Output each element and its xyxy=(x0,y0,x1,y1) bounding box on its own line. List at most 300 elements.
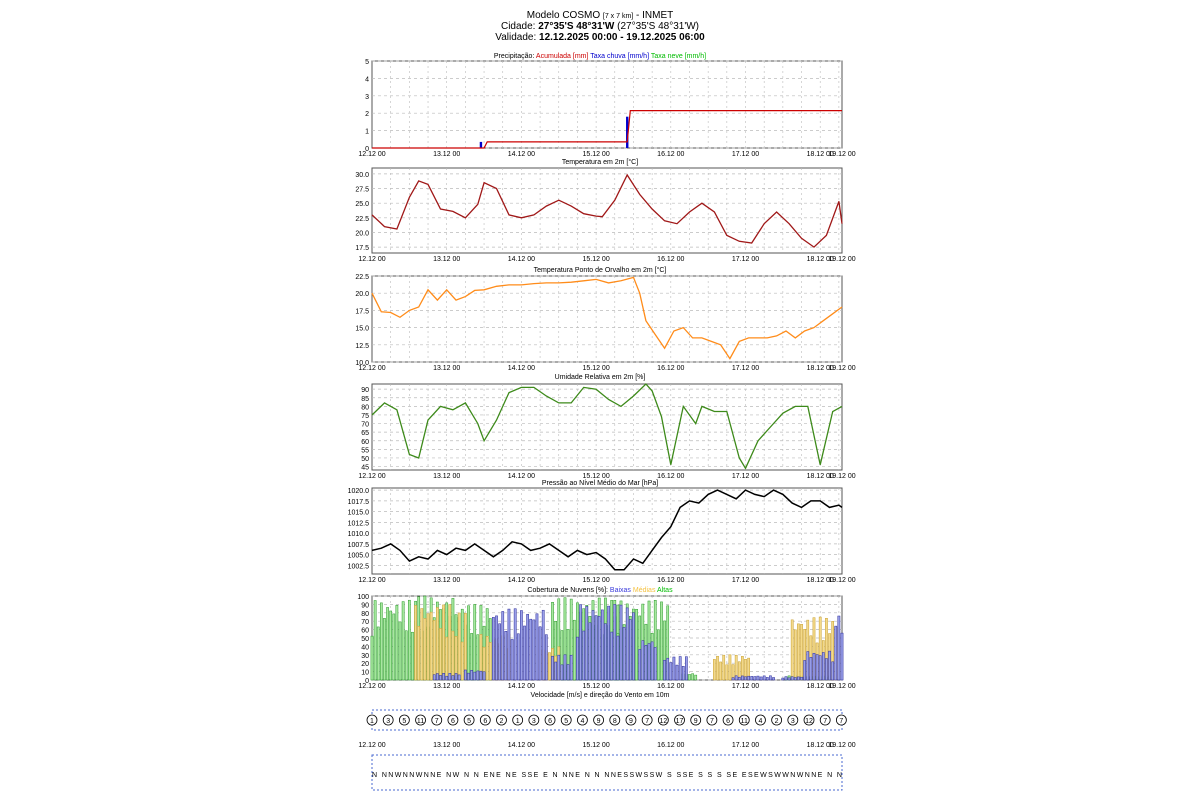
cloud-bar-high xyxy=(408,600,410,680)
cloud-bar-low xyxy=(483,672,485,680)
x-tick-label: 13.12 00 xyxy=(433,256,461,263)
y-tick-label: 17.5 xyxy=(355,245,369,253)
cloud-bar-mid xyxy=(439,628,441,680)
cloud-bar-low xyxy=(595,616,597,680)
wind-speed-label: 7 xyxy=(709,718,714,725)
x-tick-label: 17.12 00 xyxy=(731,151,760,158)
cloud-bar-mid xyxy=(723,655,725,680)
x-tick-label: 17.12 00 xyxy=(731,683,760,690)
cloud-bar-low xyxy=(542,610,544,680)
cloud-bar-low xyxy=(832,662,834,680)
x-tick-label: 18.12 00 xyxy=(806,473,834,480)
x-tick-label: 12.12 00 xyxy=(358,683,386,690)
temperature-title: Temperatura em 2m [°C] xyxy=(561,159,639,166)
cloud-bar-low xyxy=(464,670,466,680)
x-tick-label: 13.12 00 xyxy=(433,365,461,372)
cloud-bar-low xyxy=(539,627,541,680)
y-tick-label: 5 xyxy=(365,59,369,66)
cloud-bar-low xyxy=(607,606,609,680)
cloud-bar-low xyxy=(436,674,438,680)
cloud-bar-low xyxy=(523,626,525,680)
cloud-bar-mid xyxy=(421,609,423,680)
cloud-bar-high xyxy=(393,614,395,680)
x-tick-label: 17.12 00 xyxy=(731,365,760,372)
y-tick-label: 60 xyxy=(361,627,369,635)
wind-x-tick-label: 19.12 00 xyxy=(828,742,856,749)
cloud-bar-low xyxy=(682,666,684,680)
cloud-bar-low xyxy=(471,670,473,680)
model-resolution: [7 x 7 km] xyxy=(602,13,634,20)
cloud-bar-high xyxy=(377,627,379,680)
y-tick-label: 1 xyxy=(365,128,369,136)
wind-speed-label: 9 xyxy=(596,718,601,725)
cloud-bar-low xyxy=(446,676,448,680)
cloud-bar-high xyxy=(691,674,693,680)
dewpoint-title: Temperatura Ponto de Orvalho em 2m [°C] xyxy=(533,267,667,274)
cloud-bar-high xyxy=(405,631,407,680)
precip-title-part: Taxa neve [mm/h] xyxy=(649,53,707,60)
cloud-bar-mid xyxy=(446,637,448,680)
wind-x-tick-label: 13.12 00 xyxy=(433,742,461,749)
cloud-bar-low xyxy=(601,610,603,680)
cloud-bar-low xyxy=(530,619,532,680)
cloud-bar-low xyxy=(583,631,585,680)
wind-speed-label: 6 xyxy=(726,718,731,725)
cloud-bar-high xyxy=(374,600,376,680)
cloud-bar-low xyxy=(626,608,628,680)
cloud-bar-low xyxy=(458,675,460,680)
y-tick-label: 55 xyxy=(361,447,369,455)
wind-speed-label: 3 xyxy=(790,718,795,725)
precip-title-part: Precipitação: xyxy=(493,53,536,60)
wind-speed-label: 5 xyxy=(564,718,569,725)
wind-speed-label: 11 xyxy=(740,718,748,725)
cloud-bar-low xyxy=(645,645,647,680)
cloud-bar-high xyxy=(390,611,392,680)
x-tick-label: 16.12 00 xyxy=(657,473,685,480)
model-source: - INMET xyxy=(636,10,674,21)
model-name: Modelo COSMO xyxy=(526,10,601,21)
cloud-bar-low xyxy=(620,605,622,680)
x-tick-label: 19.12 00 xyxy=(828,151,856,158)
x-tick-label: 15.12 00 xyxy=(582,473,610,480)
wind-speed-label: 2 xyxy=(774,718,779,725)
cloud-bar-mid xyxy=(548,653,550,680)
wind-speed-label: 7 xyxy=(434,718,439,725)
cloud-bar-low xyxy=(499,624,501,680)
cloud-bar-low xyxy=(604,624,606,680)
x-tick-label: 18.12 00 xyxy=(806,365,834,372)
cloud-bar-low xyxy=(449,673,451,680)
cloud-bar-low xyxy=(551,656,553,680)
cloud-bar-high xyxy=(688,674,690,680)
x-tick-label: 16.12 00 xyxy=(657,683,685,690)
x-tick-label: 19.12 00 xyxy=(828,683,856,690)
cloud-bar-low xyxy=(807,652,809,680)
y-tick-label: 17.5 xyxy=(355,308,369,316)
cloud-bar-mid xyxy=(427,614,429,680)
y-tick-label: 1015.0 xyxy=(347,509,369,517)
cloud-bar-low xyxy=(670,662,672,680)
cloud-bar-mid xyxy=(791,620,793,680)
y-tick-label: 2 xyxy=(365,111,369,119)
cloud-bar-low xyxy=(754,677,756,680)
x-tick-label: 12.12 00 xyxy=(358,256,386,263)
wind-speed-label: 9 xyxy=(693,718,698,725)
cloud-bar-low xyxy=(782,678,784,680)
cloud-bar-low xyxy=(564,655,566,680)
cloud-bar-mid xyxy=(424,618,426,680)
x-tick-label: 19.12 00 xyxy=(828,256,856,263)
cloud-bar-mid xyxy=(716,656,718,680)
cloud-bar-low xyxy=(433,675,435,680)
city-alt-coords: (27°35'S 48°31'W) xyxy=(617,21,700,32)
y-tick-label: 27.5 xyxy=(355,186,369,194)
wind-speed-label: 6 xyxy=(483,718,488,725)
cloud-bar-low xyxy=(586,606,588,680)
wind-speed-label: 11 xyxy=(416,718,425,725)
x-tick-label: 14.12 00 xyxy=(507,365,536,372)
cloud-bar-low xyxy=(511,639,513,680)
y-tick-label: 1007.5 xyxy=(347,541,369,549)
y-tick-label: 30 xyxy=(361,652,369,660)
cloud-bar-low xyxy=(769,676,771,680)
cloud-bar-mid xyxy=(729,655,731,680)
x-tick-label: 13.12 00 xyxy=(433,577,461,584)
cloud-bar-low xyxy=(797,677,799,680)
y-tick-label: 1012.5 xyxy=(347,520,369,528)
cloud-bar-low xyxy=(732,678,734,680)
cloud-bar-mid xyxy=(461,642,463,680)
x-tick-label: 16.12 00 xyxy=(657,365,685,372)
wind-speed-label: 1 xyxy=(515,718,520,725)
y-tick-label: 90 xyxy=(361,602,369,610)
cloud-bar-low xyxy=(838,616,840,680)
y-tick-label: 3 xyxy=(365,93,369,101)
x-tick-label: 18.12 00 xyxy=(806,151,834,158)
x-tick-label: 15.12 00 xyxy=(582,577,610,584)
y-tick-label: 30.0 xyxy=(355,171,369,179)
cloud-bar-mid xyxy=(414,605,416,680)
x-tick-label: 17.12 00 xyxy=(731,577,760,584)
cloud-bar-low xyxy=(520,611,522,680)
wind-speed-label: 5 xyxy=(402,718,407,725)
cloud-bar-low xyxy=(439,675,441,680)
y-tick-label: 12.5 xyxy=(355,342,369,350)
cloud-bar-low xyxy=(632,613,634,680)
cloud-bar-low xyxy=(474,672,476,680)
cloud-bar-low xyxy=(452,676,454,680)
cloud-bar-low xyxy=(480,671,482,680)
cloud-bar-low xyxy=(772,677,774,680)
x-tick-label: 12.12 00 xyxy=(358,473,386,480)
cloud-bar-high xyxy=(402,602,404,680)
wind-speed-label: 12 xyxy=(805,718,813,725)
precip-accum-line xyxy=(372,111,842,148)
wind-speed-label: 7 xyxy=(823,718,828,725)
cloud-bar-mid xyxy=(436,607,438,680)
wind-speed-label: 4 xyxy=(758,718,763,725)
x-tick-label: 16.12 00 xyxy=(657,256,685,263)
cloud-bar-low xyxy=(527,614,529,680)
cloud-bar-low xyxy=(642,641,644,680)
cloud-bar-mid xyxy=(430,612,432,680)
x-tick-label: 15.12 00 xyxy=(582,256,610,263)
cloud-bar-mid xyxy=(713,659,715,680)
dewpoint-line xyxy=(372,277,842,358)
cloud-bar-low xyxy=(804,660,806,680)
wind-speed-label: 17 xyxy=(675,718,684,725)
cloud-bar-low xyxy=(791,677,793,680)
cloud-bar-low xyxy=(785,677,787,680)
wind-speed-label: 6 xyxy=(450,718,455,725)
rain-rate-bar xyxy=(480,142,482,148)
cloud-bar-low xyxy=(617,636,619,680)
cloud-bar-low xyxy=(514,609,516,680)
clouds-title-part: Cobertura de Nuvens [%]: xyxy=(527,587,610,594)
y-tick-label: 0 xyxy=(365,146,369,153)
wind-speed-label: 7 xyxy=(839,718,844,725)
cloud-bar-low xyxy=(536,614,538,680)
cloud-bar-low xyxy=(751,676,753,680)
x-tick-label: 14.12 00 xyxy=(507,683,536,690)
panel-frame-2 xyxy=(372,276,842,362)
y-tick-label: 75 xyxy=(361,412,369,420)
clouds-title-part: Baixas xyxy=(609,587,631,594)
y-tick-label: 60 xyxy=(361,438,369,446)
cloud-bar-low xyxy=(467,673,469,680)
validity-label: Validade: xyxy=(495,32,537,43)
y-tick-label: 1017.5 xyxy=(347,498,369,506)
cloud-bar-low xyxy=(545,635,547,680)
cloud-bar-high xyxy=(396,605,398,680)
cloud-bar-mid xyxy=(449,605,451,680)
y-tick-label: 85 xyxy=(361,395,369,403)
precip-title xyxy=(494,53,706,60)
cloud-bar-low xyxy=(800,677,802,680)
cloud-bar-mid xyxy=(433,620,435,680)
cloud-bar-low xyxy=(738,677,740,680)
cloud-bar-high xyxy=(657,630,659,680)
cloud-bar-low xyxy=(757,676,759,680)
cloud-bar-low xyxy=(788,678,790,680)
panel-frame-3 xyxy=(372,384,842,470)
cloud-bar-mid xyxy=(418,626,420,680)
cloud-bar-low xyxy=(576,637,578,680)
wind-x-tick-label: 14.12 00 xyxy=(507,742,536,749)
clouds-title-part: Médias xyxy=(630,587,656,594)
cloud-bar-low xyxy=(570,655,572,680)
x-tick-label: 13.12 00 xyxy=(433,473,461,480)
humidity-title: Umidade Relativa em 2m [%] xyxy=(554,374,646,381)
cloud-bar-low xyxy=(505,631,507,680)
x-tick-label: 17.12 00 xyxy=(731,473,760,480)
x-tick-label: 19.12 00 xyxy=(828,473,856,480)
wind-x-tick-label: 18.12 00 xyxy=(806,742,834,749)
cloud-bar-low xyxy=(623,627,625,680)
y-tick-label: 50 xyxy=(361,636,369,643)
cloud-bar-mid xyxy=(486,636,488,680)
cloud-bar-low xyxy=(760,677,762,680)
y-tick-label: 1005.0 xyxy=(347,552,369,560)
cloud-bar-low xyxy=(663,660,665,680)
city-label: Cidade: xyxy=(500,21,536,32)
cloud-bar-low xyxy=(744,677,746,680)
cloud-bar-low xyxy=(654,647,656,680)
panel-frame-0 xyxy=(372,61,842,148)
wind-speed-label: 2 xyxy=(499,718,504,725)
cloud-bar-low xyxy=(819,656,821,680)
x-tick-label: 17.12 00 xyxy=(731,256,760,263)
precip-title-part: Taxa chuva [mm/h] xyxy=(588,53,650,60)
cloud-bar-mid xyxy=(442,605,444,680)
x-tick-label: 15.12 00 xyxy=(582,365,610,372)
cloud-bar-low xyxy=(822,652,824,680)
x-tick-label: 12.12 00 xyxy=(358,151,386,158)
x-tick-label: 14.12 00 xyxy=(507,256,536,263)
y-tick-label: 80 xyxy=(361,404,369,412)
cloud-bar-high xyxy=(695,675,697,680)
x-tick-label: 15.12 00 xyxy=(582,151,610,158)
x-tick-label: 15.12 00 xyxy=(582,683,610,690)
x-tick-label: 18.12 00 xyxy=(806,683,834,690)
y-tick-label: 20.0 xyxy=(355,291,369,299)
cloud-bar-high xyxy=(371,636,373,680)
x-tick-label: 14.12 00 xyxy=(507,151,536,158)
cloud-bar-high xyxy=(399,622,401,680)
y-tick-label: 1002.5 xyxy=(347,563,369,571)
cloud-bar-low xyxy=(794,678,796,680)
cloud-bar-high xyxy=(467,606,469,680)
cloud-bar-mid xyxy=(452,631,454,680)
cloud-bar-low xyxy=(685,657,687,680)
cloud-bar-low xyxy=(477,671,479,680)
cloud-bar-low xyxy=(561,665,563,680)
cloud-bar-low xyxy=(579,605,581,680)
cloud-bar-high xyxy=(386,607,388,680)
y-tick-label: 0 xyxy=(365,678,369,685)
cloud-bar-mid xyxy=(720,662,722,680)
clouds-title-part: Altas xyxy=(655,587,673,594)
cloud-bar-low xyxy=(629,620,631,680)
y-tick-label: 20 xyxy=(361,661,369,669)
cloud-bar-low xyxy=(763,676,765,680)
pressure-line xyxy=(372,490,842,570)
cloud-bar-high xyxy=(411,632,413,680)
cloud-bar-high xyxy=(660,602,662,680)
cloud-bar-high xyxy=(474,604,476,680)
x-tick-label: 14.12 00 xyxy=(507,473,536,480)
cloud-bar-low xyxy=(766,677,768,680)
cloud-bar-low xyxy=(679,656,681,680)
cloud-bar-low xyxy=(495,616,497,680)
x-tick-label: 13.12 00 xyxy=(433,683,461,690)
cloud-bar-low xyxy=(517,634,519,680)
y-tick-label: 80 xyxy=(361,610,369,618)
cloud-bar-low xyxy=(813,653,815,680)
cloud-bar-low xyxy=(651,642,653,680)
wind-speed-label: 5 xyxy=(467,718,472,725)
cloud-bar-low xyxy=(735,676,737,680)
cloud-bar-low xyxy=(555,662,557,680)
cloud-bar-high xyxy=(383,618,385,680)
y-tick-label: 20.0 xyxy=(355,230,369,238)
wind-x-tick-label: 15.12 00 xyxy=(582,742,610,749)
x-tick-label: 16.12 00 xyxy=(657,577,685,584)
x-tick-label: 18.12 00 xyxy=(806,256,834,263)
cloud-bar-low xyxy=(741,676,743,680)
wind-speed-label: 3 xyxy=(386,718,391,725)
cloud-bar-mid xyxy=(458,613,460,680)
y-tick-label: 45 xyxy=(361,464,369,472)
precip-title-part: Acumulada [mm] xyxy=(535,53,589,60)
y-tick-label: 25.0 xyxy=(355,201,369,209)
y-tick-label: 4 xyxy=(365,76,369,84)
wind-speed-label: 9 xyxy=(629,718,633,725)
cloud-bar-low xyxy=(508,609,510,680)
wind-speed-label: 1 xyxy=(370,718,374,725)
x-tick-label: 12.12 00 xyxy=(358,365,386,372)
cloud-bar-low xyxy=(639,649,641,680)
wind-x-tick-label: 16.12 00 xyxy=(657,742,685,749)
cloud-bar-low xyxy=(455,673,457,680)
y-tick-label: 1020.0 xyxy=(347,488,369,496)
x-tick-label: 12.12 00 xyxy=(358,577,386,584)
y-tick-label: 70 xyxy=(361,421,369,429)
cloud-bar-mid xyxy=(800,624,802,680)
y-tick-label: 10.0 xyxy=(355,360,369,367)
temperature-line xyxy=(372,175,842,247)
cloud-bar-low xyxy=(614,604,616,680)
humidity-line xyxy=(372,384,842,468)
cloud-bar-low xyxy=(673,657,675,680)
cloud-bar-low xyxy=(828,651,830,680)
x-tick-label: 14.12 00 xyxy=(507,577,536,584)
wind-speed-label: 12 xyxy=(659,718,668,725)
y-tick-label: 65 xyxy=(361,430,369,438)
wind-title: Velocidade [m/s] e direção do Vento em 10m xyxy=(530,692,670,699)
cloud-bar-low xyxy=(442,673,444,680)
cloud-bar-low xyxy=(841,633,843,680)
y-tick-label: 70 xyxy=(361,619,369,627)
cloud-bar-mid xyxy=(794,630,796,680)
cloud-bar-low xyxy=(567,665,569,680)
y-tick-label: 22.5 xyxy=(355,215,369,223)
wind-speed-label: 7 xyxy=(645,718,650,725)
x-tick-label: 19.12 00 xyxy=(828,577,856,584)
wind-direction-labels: N NNWNNWNNE NW N N ENE NE SSE E N NNE N N NNESSWSSW S SSE S S S SE ESEWSWWNWNNE N N xyxy=(372,772,842,779)
cloud-bar-low xyxy=(667,658,669,680)
cloud-bar-low xyxy=(589,623,591,680)
y-tick-label: 100 xyxy=(357,594,369,601)
cloud-bar-high xyxy=(380,603,382,680)
cloud-bar-low xyxy=(492,617,494,680)
cloud-bar-low xyxy=(676,665,678,680)
cloud-bar-low xyxy=(748,676,750,680)
y-tick-label: 50 xyxy=(361,455,369,463)
wind-speed-label: 8 xyxy=(612,718,617,725)
cloud-bar-low xyxy=(533,620,535,680)
y-tick-label: 10 xyxy=(361,669,369,677)
y-tick-label: 40 xyxy=(361,644,369,652)
x-tick-label: 13.12 00 xyxy=(433,151,461,158)
cloud-bar-high xyxy=(573,620,575,680)
cloud-bar-mid xyxy=(726,665,728,680)
cloud-bar-low xyxy=(598,616,600,680)
cloud-bar-high xyxy=(635,609,637,680)
cloud-bar-low xyxy=(835,626,837,680)
clouds-title xyxy=(527,587,673,594)
